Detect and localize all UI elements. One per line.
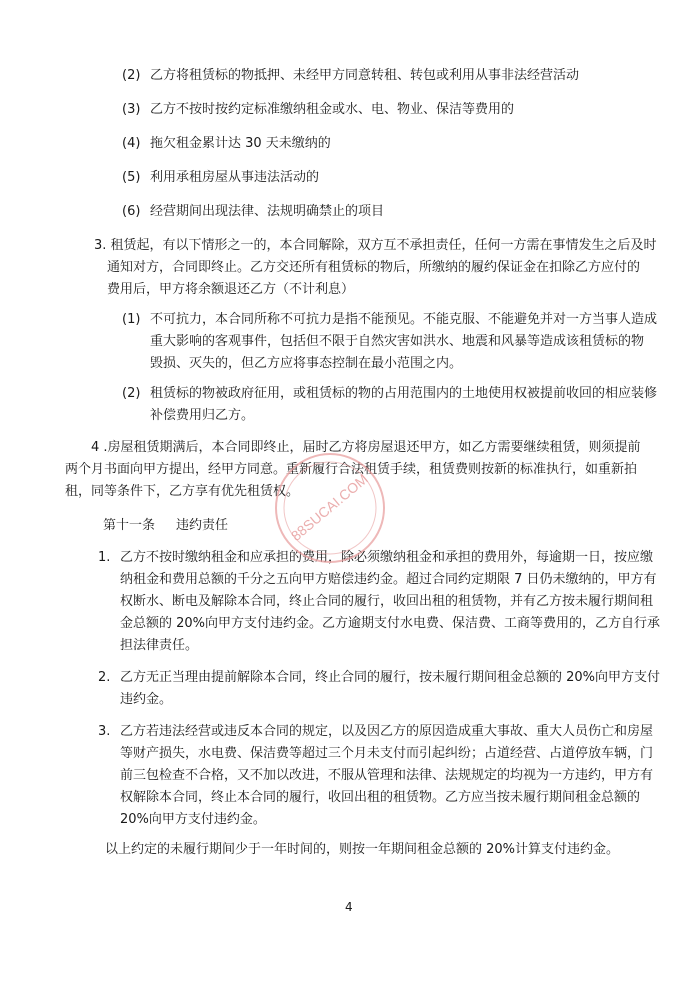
breach-line: 乙方不按时缴纳租金和应承担的费用，除必须缴纳租金和承担的费用外，每逾期一日，按应缴 bbox=[120, 550, 654, 565]
item-number: (2) bbox=[122, 68, 141, 83]
item-number: (6) bbox=[122, 204, 141, 219]
breach-line: 权断水、断电及解除本合同，终止合同的履行，收回出租的租赁物，并有乙方按未履行期间租 bbox=[120, 594, 654, 609]
watermark-text: 88SUCAI.COM bbox=[287, 470, 371, 544]
breach-line: 乙方无正当理由提前解除本合同，终止合同的履行，按未履行期间租金总额的 20%向甲方支付 bbox=[120, 670, 661, 685]
breach-number: 2. bbox=[98, 670, 111, 685]
breach-line: 乙方若违法经营或违反本合同的规定，以及因乙方的原因造成重大事故、重大人员伤亡和房屋 bbox=[120, 724, 654, 739]
item-text: 乙方将租赁标的物抵押、未经甲方同意转租、转包或利用从事非法经营活动 bbox=[150, 68, 580, 83]
sub-item-line: 补偿费用归乙方。 bbox=[150, 408, 255, 423]
breach-line: 前三包检查不合格，又不加以改进，不服从管理和法律、法规规定的均视为一方违约，甲方有 bbox=[120, 768, 654, 783]
article-heading: 第十一条 bbox=[103, 518, 156, 533]
breach-line: 违约金。 bbox=[120, 692, 173, 707]
sub-item-line: 重大影响的客观事件，包括但不限于自然灾害如洪水、地震和风暴等造成该租赁标的物 bbox=[150, 334, 645, 349]
breach-line: 权解除本合同，终止本合同的履行，收回出租的租赁物。乙方应当按未履行期间租金总额的 bbox=[120, 790, 641, 805]
item-text: 利用承租房屋从事违法活动的 bbox=[150, 170, 320, 185]
sub-item-line: 毁损、灭失的，但乙方应将事态控制在最小范围之内。 bbox=[150, 356, 463, 371]
sub-item-line: 租赁标的物被政府征用，或租赁标的物的占用范围内的土地使用权被提前收回的相应装修 bbox=[150, 386, 658, 401]
clause-4-line: 两个月书面向甲方提出，经甲方同意。重新履行合法租赁手续，租赁费则按新的标准执行，如重新拍 bbox=[65, 462, 638, 477]
breach-number: 1. bbox=[98, 550, 111, 565]
breach-line: 纳租金和费用总额的千分之五向甲方赔偿违约金。超过合同约定期限 7 日仍未缴纳的，甲方有 bbox=[120, 572, 657, 587]
item-text: 乙方不按时按约定标准缴纳租金或水、电、物业、保洁等费用的 bbox=[150, 102, 515, 117]
article-title: 违约责任 bbox=[176, 518, 229, 533]
sub-item-number: (2) bbox=[122, 386, 141, 401]
item-number: (4) bbox=[122, 136, 141, 151]
clause-4-line: 租，同等条件下，乙方享有优先租赁权。 bbox=[65, 484, 300, 499]
breach-number: 3. bbox=[98, 724, 111, 739]
item-text: 拖欠租金累计达 30 天未缴纳的 bbox=[150, 136, 331, 151]
breach-line: 金总额的 20%向甲方支付违约金。乙方逾期支付水电费、保洁费、工商等费用的，乙方自行承 bbox=[120, 616, 661, 631]
item-text: 经营期间出现法律、法规明确禁止的项目 bbox=[150, 204, 385, 219]
breach-line: 担法律责任。 bbox=[120, 638, 199, 653]
sub-item-line: 不可抗力，本合同所称不可抗力是指不能预见。不能克服、不能避免并对一方当事人造成 bbox=[150, 312, 658, 327]
clause-3-line: 通知对方，合同即终止。乙方交还所有租赁标的物后，所缴纳的履约保证金在扣除乙方应付的 bbox=[107, 260, 641, 275]
item-number: (5) bbox=[122, 170, 141, 185]
sub-item-number: (1) bbox=[122, 312, 141, 327]
item-number: (3) bbox=[122, 102, 141, 117]
page-number: 4 bbox=[345, 900, 353, 914]
breach-line: 20%向甲方支付违约金。 bbox=[120, 812, 266, 827]
breach-line: 等财产损失，水电费、保洁费等超过三个月未支付而引起纠纷；占道经营、占道停放车辆，门 bbox=[120, 746, 654, 761]
watermark-stamp bbox=[270, 448, 390, 568]
clause-3-line: 3. 租赁起，有以下情形之一的，本合同解除，双方互不承担责任，任何一方需在事情发生之后及时 bbox=[94, 238, 657, 253]
clause-3-line: 费用后，甲方将余额退还乙方（不计利息） bbox=[107, 282, 355, 297]
clause-4-line: 4 .房屋租赁期满后，本合同即终止，届时乙方将房屋退还甲方，如乙方需要继续租赁，则须提前 bbox=[91, 440, 641, 455]
closing-text: 以上约定的未履行期间少于一年时间的，则按一年期间租金总额的 20%计算支付违约金。 bbox=[105, 842, 620, 857]
